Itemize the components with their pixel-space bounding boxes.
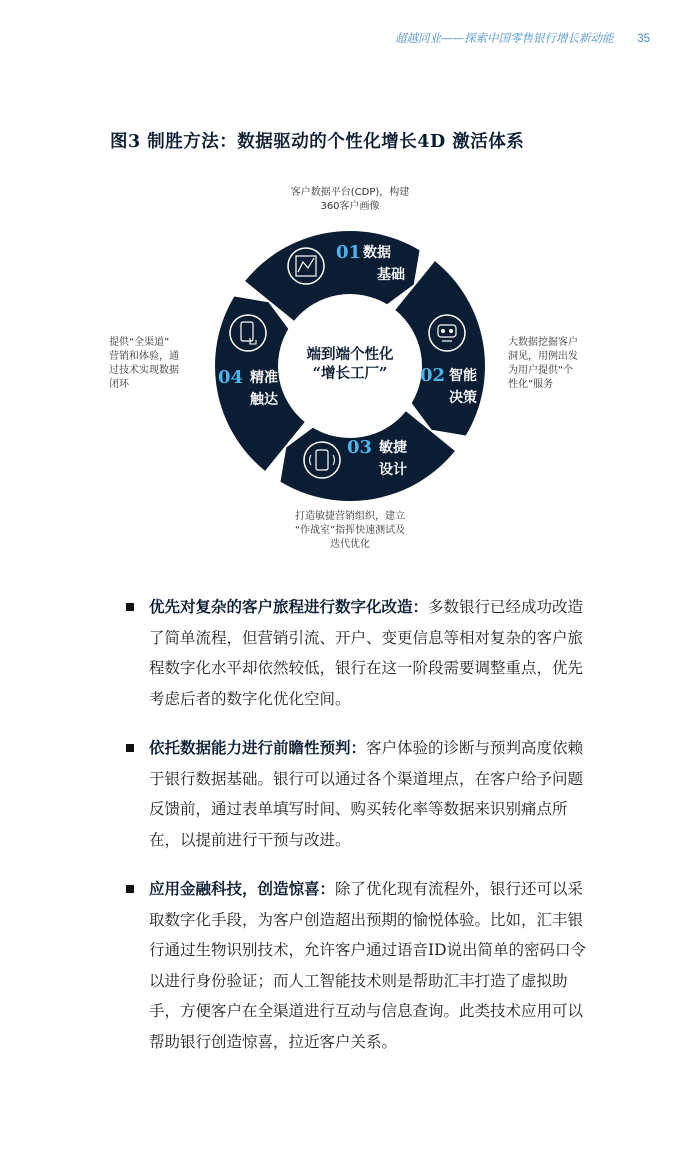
segment-03-number: 03	[347, 437, 373, 458]
caption-right-line: 大数据挖掘客户	[508, 337, 578, 348]
caption-bottom-line: 迭代优化	[330, 539, 370, 550]
caption-top-line: 客户数据平台(CDP)，构建	[290, 187, 410, 198]
caption-right-line: 洞见，用例出发	[508, 351, 578, 362]
bullet-body: 除了优化现有流程外，银行还可以采取数字化手段，为客户创造超出预期的愉悦体验。比如，汇丰银行通过生物识别技术，允许客户通过语音ID说出简单的密码口令以进行身份验证；而人工智能技术则是帮助汇丰打造了虚拟助手，方便客户在全渠道进行互动与信息查询。此类技术应用可以帮助银行创造惊喜，拉近客户关系。	[149, 880, 587, 1051]
segment-01-name-line1: 数据	[363, 245, 391, 261]
bullet-body: 客户体验的诊断与预判高度依赖于银行数据基础。银行可以通过各个渠道埋点，在客户给予问题反馈前，通过表单填写时间、购买转化率等数据来识别痛点所在，以提前进行干预与改进。	[149, 739, 584, 849]
caption-left-line: 营销和体验，通	[109, 351, 179, 362]
bullet-square-icon	[126, 744, 134, 752]
center-label	[290, 345, 410, 383]
segment-02-name	[449, 365, 477, 409]
bullet-body: 多数银行已经成功改造了简单流程，但营销引流、开户、变更信息等相对复杂的客户旅程数字化水平却依然较低，银行在这一阶段需要调整重点，优先考虑后者的数字化优化空间。	[149, 598, 584, 708]
caption-right-line: 为用户提供“个	[508, 365, 574, 376]
caption-top-line: 360客户画像	[320, 201, 380, 212]
figure-title: 图3 制胜方法：数据驱动的个性化增长4D 激活体系	[110, 132, 525, 152]
bullet-lead: 依托数据能力进行前瞻性预判：	[149, 738, 367, 757]
bullet-list	[126, 592, 596, 1076]
segment-02-number: 02	[420, 365, 446, 386]
running-title: 超越同业——探索中国零售银行增长新动能	[395, 31, 614, 45]
bullet-item	[126, 874, 596, 1057]
segment-04-name	[250, 367, 278, 411]
growth-ring-diagram	[0, 0, 700, 580]
segment-03-name-line1: 敏捷	[379, 440, 407, 456]
segment-04-name-line2: 触达	[250, 392, 278, 408]
bullet-item	[126, 592, 596, 714]
segment-04-name-line1: 精准	[250, 370, 278, 386]
caption-bottom	[260, 510, 440, 552]
segment-01-name	[363, 242, 405, 286]
caption-bottom-line: 打造敏捷营销组织，建立	[295, 511, 405, 522]
bullet-lead: 优先对复杂的客户旅程进行数字化改造：	[149, 597, 429, 616]
caption-right-line: 性化”服务	[508, 379, 554, 390]
segment-04-number: 04	[218, 367, 244, 388]
bullet-square-icon	[126, 885, 134, 893]
caption-left	[109, 336, 204, 392]
center-label-line1: 端到端个性化	[306, 346, 394, 363]
segment-03-name	[379, 437, 407, 481]
caption-top	[250, 186, 450, 214]
caption-left-line: 提供“全渠道”	[109, 337, 170, 348]
segment-01-number: 01	[336, 242, 362, 263]
page-number: 35	[637, 33, 650, 45]
segment-02-name-line1: 智能	[449, 368, 477, 384]
bullet-square-icon	[126, 603, 134, 611]
caption-right	[508, 336, 600, 392]
center-label-line2: “增长工厂”	[312, 365, 388, 382]
caption-bottom-line: “作战室”指挥快速测试及	[294, 525, 406, 536]
bullet-lead: 应用金融科技，创造惊喜：	[149, 879, 336, 898]
caption-left-line: 闭环	[109, 379, 129, 390]
segment-01-name-line2: 基础	[377, 267, 405, 283]
caption-left-line: 过技术实现数据	[109, 365, 179, 376]
bullet-item	[126, 733, 596, 855]
segment-02-name-line2: 决策	[449, 390, 477, 406]
segment-03-name-line2: 设计	[379, 462, 407, 478]
